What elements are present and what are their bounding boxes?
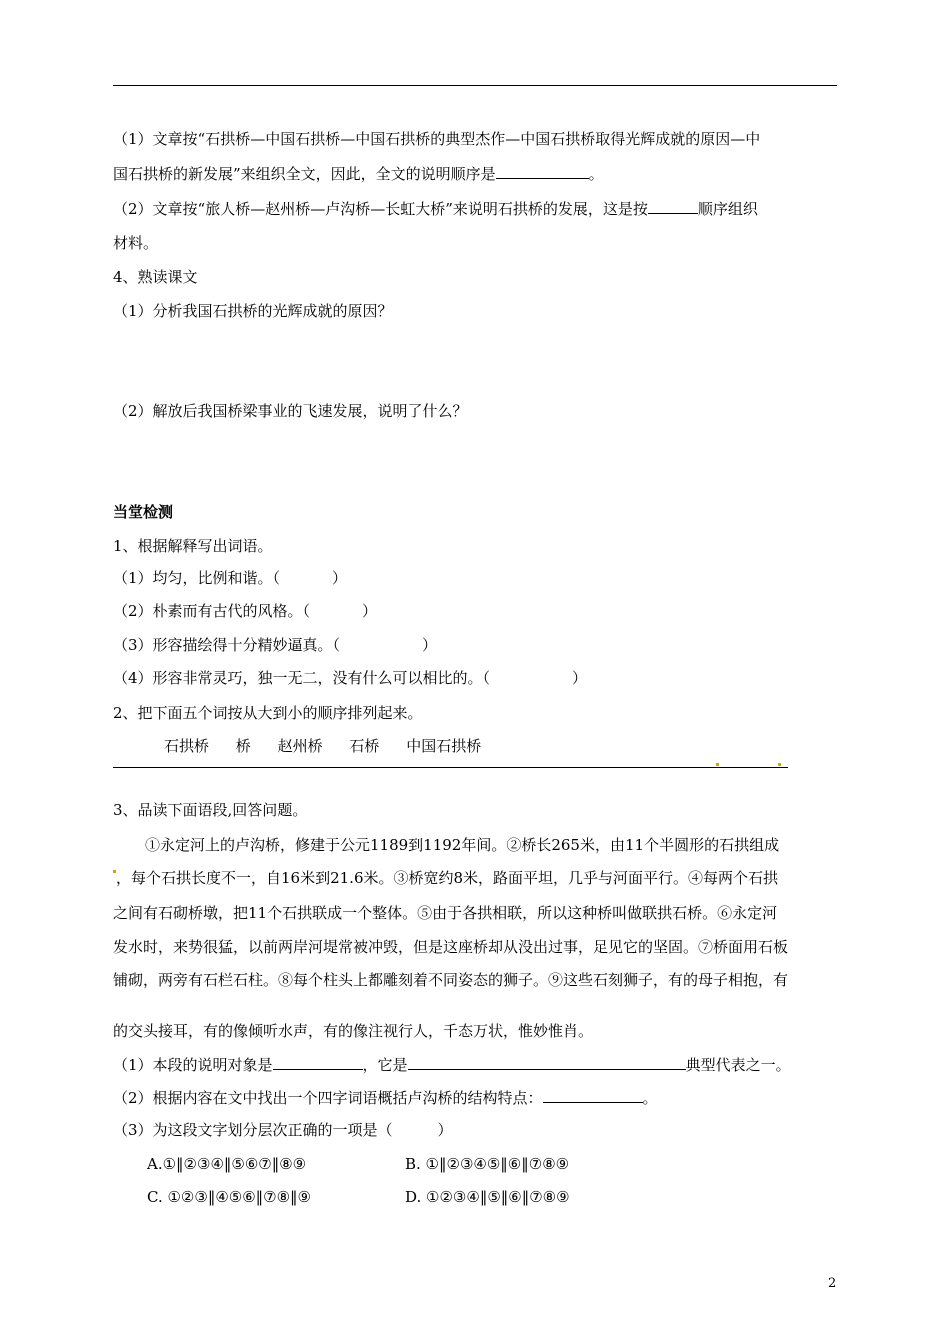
t1-item-3 xyxy=(113,635,437,655)
close-paren: ） xyxy=(332,569,348,587)
word-item: 中国石拱桥 xyxy=(406,737,482,755)
option-d[interactable]: D. ①②③④‖⑤‖⑥‖⑦⑧⑨ xyxy=(405,1188,570,1206)
scan-mark xyxy=(716,763,719,766)
close-paren: ） xyxy=(572,669,588,687)
t1-item-3-text: （3）形容描绘得十分精妙逼真。（ xyxy=(113,636,341,654)
t3-para-line: 发水时，来势很猛，以前两岸河堤常被冲毁，但是这座桥却从没出过事，足见它的坚固。⑦桥面用石板 xyxy=(113,938,789,956)
answer-blank[interactable] xyxy=(648,198,698,214)
t2-title: 2、把下面五个词按从大到小的顺序排列起来。 xyxy=(113,704,423,722)
t3-para-text: ，每个石拱长度不一，自16米到21.6米。③桥宽约8米，路面平坦，几乎与河面平行。④每两个石拱 xyxy=(116,869,779,887)
word-item: 石桥 xyxy=(349,737,380,755)
option-c[interactable]: C. ①②③‖④⑤⑥‖⑦⑧‖⑨ xyxy=(147,1188,312,1206)
order-q2-line2: 材料。 xyxy=(113,234,159,252)
answer-blank[interactable] xyxy=(496,163,589,179)
order-q2-end: 顺序组织 xyxy=(697,200,758,218)
header-rule xyxy=(113,85,837,86)
order-q1-text: 国石拱桥的新发展”来组织全文，因此，全文的说明顺序是 xyxy=(113,165,496,183)
t3-para-line: 铺砌，两旁有石栏石柱。⑧每个柱头上都雕刻着不同姿态的狮子。⑨这些石刻狮子，有的母子相抱，有 xyxy=(113,971,789,989)
t1-item-1-text: （1）均匀，比例和谐。（ xyxy=(113,569,281,587)
answer-blank[interactable] xyxy=(408,1054,686,1070)
q4-item-1: （1）分析我国石拱桥的光辉成就的原因？ xyxy=(113,302,393,320)
close-paren: ） xyxy=(362,602,378,620)
page-number: 2 xyxy=(828,1276,837,1291)
t3-q1-end: 典型代表之一。 xyxy=(685,1056,791,1074)
t3-title: 3、品读下面语段,回答问题。 xyxy=(113,801,308,819)
t3-para-line: 的交头接耳，有的像倾听水声，有的像注视行人，千态万状，惟妙惟肖。 xyxy=(113,1022,594,1040)
order-q2-text: （2）文章按“旅人桥—赵州桥—卢沟桥—长虹大桥”来说明石拱桥的发展，这是按 xyxy=(113,200,648,218)
answer-blank[interactable] xyxy=(273,1054,363,1070)
word-item: 桥 xyxy=(235,737,251,755)
t3-q1 xyxy=(113,1054,791,1075)
t3-q2-text: （2）根据内容在文中找出一个四字词语概括卢沟桥的结构特点： xyxy=(113,1089,543,1107)
t3-q1-text: （1）本段的说明对象是 xyxy=(113,1056,273,1074)
q4-item-2: （2）解放后我国桥梁事业的飞速发展，说明了什么？ xyxy=(113,402,468,420)
word-item: 赵州桥 xyxy=(277,737,323,755)
t3-para-line: ①永定河上的卢沟桥，修建于公元1189到1192年间。②桥长265米，由11个半圆形的石拱组成 xyxy=(145,836,780,854)
order-q1-line2 xyxy=(113,163,604,184)
order-q2-line1 xyxy=(113,198,758,219)
answer-blank[interactable] xyxy=(543,1087,643,1103)
t3-q3: （3）为这段文字划分层次正确的一项是（ ） xyxy=(113,1121,453,1139)
t3-q2 xyxy=(113,1087,658,1108)
option-b[interactable]: B. ①‖②③④⑤‖⑥‖⑦⑧⑨ xyxy=(405,1155,570,1173)
t3-q2-end: 。 xyxy=(642,1089,658,1107)
close-paren: ） xyxy=(422,636,438,654)
answer-line[interactable] xyxy=(113,767,788,768)
t1-item-1 xyxy=(113,568,347,588)
word-item: 石拱桥 xyxy=(164,737,210,755)
t2-word-list xyxy=(164,736,503,756)
option-a[interactable]: A.①‖②③④‖⑤⑥⑦‖⑧⑨ xyxy=(147,1155,307,1173)
t1-title: 1、根据解释写出词语。 xyxy=(113,537,273,555)
order-q1-end: 。 xyxy=(588,165,604,183)
scan-mark xyxy=(778,763,781,766)
t1-item-2 xyxy=(113,601,377,621)
t1-item-4 xyxy=(113,668,587,688)
t1-item-2-text: （2）朴素而有古代的风格。（ xyxy=(113,602,311,620)
order-q1-line1: （1）文章按“石拱桥—中国石拱桥—中国石拱桥的典型杰作—中国石拱桥取得光辉成就的原因—中 xyxy=(113,130,761,148)
t3-para-line: 之间有石砌桥墩，把11个石拱联成一个整体。⑤由于各拱相联，所以这种桥叫做联拱石桥。⑥永定河 xyxy=(113,904,778,922)
t1-item-4-text: （4）形容非常灵巧，独一无二，没有什么可以相比的。（ xyxy=(113,669,491,687)
t3-para-line xyxy=(113,868,778,888)
t3-q1-mid: ，它是 xyxy=(362,1056,408,1074)
section-title: 当堂检测 xyxy=(113,503,174,521)
q4-title: 4、熟读课文 xyxy=(113,268,198,286)
